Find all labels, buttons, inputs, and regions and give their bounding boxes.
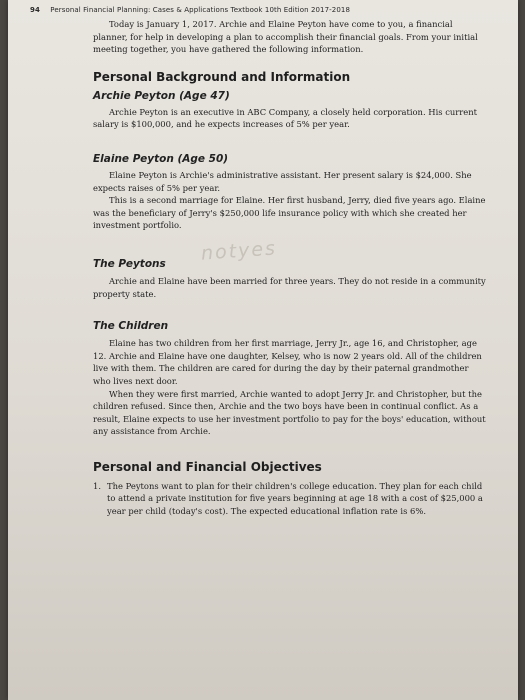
intro-paragraph: Today is January 1, 2017. Archie and Elaine Peyton have come to you, a financial planner, for help in developing a plan to accomplish their financial goals. From your initial meeting together, you have gathered the following information.: [93, 19, 478, 55]
running-header: [30, 6, 350, 14]
objective-text: The Peytons want to plan for their children's college education. They plan for each child to attend a private institution for five years beginning at age 18 with a cost of $25,000 a year per child (today's cost). The expected educational inflation rate is 6%.: [107, 480, 483, 517]
peytons-heading: The Peytons: [93, 257, 166, 270]
section-heading-background: Personal Background and Information: [93, 69, 351, 84]
children-heading: The Children: [93, 320, 169, 333]
archie-heading: Archie Peyton (Age 47): [93, 89, 230, 102]
page-content: [93, 18, 488, 518]
archie-paragraph: Archie Peyton is an executive in ABC Company, a closely held corporation. His current salary is $100,000, and he expects increases of 5% per year.: [93, 106, 478, 130]
objective-number: 1.: [93, 480, 101, 491]
peytons-paragraph: Archie and Elaine have been married for three years. They do not reside in a community property state.: [93, 275, 486, 299]
elaine-paragraph-1: Elaine Peyton is Archie's administrative assistant. Her present salary is $24,000. She expects raises of 5% per year.: [93, 169, 472, 193]
handwritten-note: notyes: [200, 237, 278, 265]
elaine-heading: Elaine Peyton (Age 50): [93, 152, 229, 165]
objectives-list: [93, 480, 488, 518]
children-paragraph-2: When they were first married, Archie wanted to adopt Jerry Jr. and Christopher, but the children refused. Since then, Archie and the two boys have been in continual conflict. As a result, Elaine expects to use her investment portfolio to pay for the boys' education, without any assistance from Archie.: [93, 388, 486, 437]
running-title: Personal Financial Planning: Cases & Applications Textbook 10th Edition 2017-2018: [50, 6, 351, 14]
objective-item: [93, 480, 488, 518]
page-number: 94: [30, 6, 40, 14]
section-heading-objectives: Personal and Financial Objectives: [93, 459, 322, 474]
children-paragraph-1: Elaine has two children from her first marriage, Jerry Jr., age 16, and Christopher, age 12. Archie and Elaine have one daughter, Kelsey, who is now 2 years old. All of the children live with them. The children are cared for during the day by their paternal grandmother who lives next door.: [93, 338, 482, 386]
textbook-page: [8, 0, 518, 700]
elaine-paragraph-2: This is a second marriage for Elaine. Her first husband, Jerry, died five years ago. Elaine was the beneficiary of Jerry's $250,000 life insurance policy with which she created her investment portfolio.: [93, 195, 486, 231]
